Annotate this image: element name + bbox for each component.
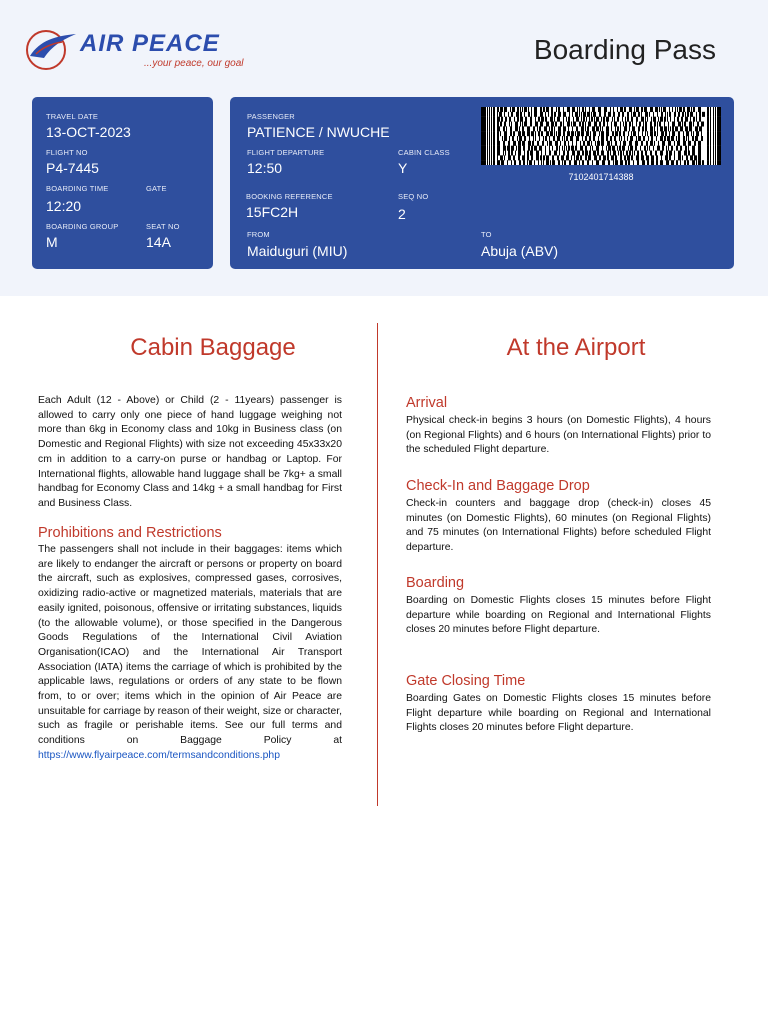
passenger-value: PATIENCE / NWUCHE (247, 124, 390, 140)
cabin-baggage-title: Cabin Baggage (130, 334, 296, 361)
boarding-time-label: BOARDING TIME (46, 184, 109, 193)
to-value: Abuja (ABV) (481, 243, 559, 259)
from-label: FROM (247, 230, 270, 239)
flight-departure-value: 12:50 (247, 160, 283, 176)
seq-no-value: 2 (398, 206, 406, 222)
boarding-time-value: 12:20 (46, 198, 82, 214)
gate-closing-text: Boarding Gates on Domestic Flights closes 15 minutes before Flight departure while boarding on Regional and International Flights closes 20 minutes before Flight departure. (406, 693, 711, 734)
logo-tagline: ...your peace, our goal (144, 58, 244, 69)
logo-wordmark: AIR PEACE (80, 30, 220, 57)
gate-closing-title: Gate Closing Time (406, 673, 526, 689)
cabin-baggage-intro: Each Adult (12 - Above) or Child (2 - 11years) passenger is allowed to carry only one piece of hand luggage weighing not more than 6kg in Economy class and 10kg in Business class (on Domestic and Regional Flights) with size not exceeding 45x33x20 cm in addition to a carry-on purse or handbag or Laptop. For International flights, allowable hand luggage shall be 7kg+ a small handbag for Economy Class and 14kg + a small handbag for First and Business Class. (38, 395, 342, 509)
to-label: TO (481, 230, 492, 239)
prohibitions-text: The passengers shall not include in their baggages: items which are likely to endanger the aircraft or persons or property on board the aircraft, such as explosives, compressed gases, corrosives, oxidizing radio-active or magnetized materials, materials that are easily ignited, poisonous, offensive or irritating substances, liquids (to the allowable volume), or those specified in the Dangerous Goods Regulations of the International Civil Aviation Organisation(ICAO) and the International Air Transport Association (IATA) items the carriage of which is prohibited by the applicable laws, regulations or orders of any state to be flown from, to or over; items which in the opinion of Air Peace are unsuitable for carriage by reason of their weight, size or character, such as fragile or perishable items. See our full terms and conditions on Baggage Policy at https://www.flyairpeace.com/termsandconditions.php (38, 544, 342, 761)
boarding-group-value: M (46, 234, 58, 250)
from-value: Maiduguri (MIU) (247, 243, 348, 259)
cabin-class-value: Y (398, 160, 408, 176)
terms-link[interactable]: https://www.flyairpeace.com/termsandconditions.php (38, 749, 280, 761)
boarding-text: Boarding on Domestic Flights closes 15 minutes before Flight departure while boarding on Regional and International Flights closes 20 minutes before Flight departure. (406, 595, 711, 636)
arrival-text: Physical check-in begins 3 hours (on Domestic Flights), 4 hours (on Regional Flights) and 6 hours (on International Flights) prior to the scheduled Flight departure. (406, 415, 711, 456)
prohibitions-title: Prohibitions and Restrictions (38, 525, 222, 541)
seq-no-label: SEQ NO (398, 192, 429, 201)
passenger-label: PASSENGER (247, 112, 295, 121)
boarding-title: Boarding (406, 575, 465, 591)
booking-reference-value: 15FC2H (246, 204, 299, 220)
flight-no-label: FLIGHT NO (46, 148, 88, 157)
passenger-info-card (230, 97, 734, 269)
booking-reference-label: BOOKING REFERENCE (246, 192, 333, 201)
seat-no-label: SEAT NO (146, 222, 180, 231)
page-title: Boarding Pass (533, 34, 716, 65)
check-in-text: Check-in counters and baggage drop (check-in) closes 45 minutes (on Domestic Flights), 60 minutes (on Regional Flights) and 75 minutes (on International Flights) before scheduled Flight departure. (406, 498, 711, 554)
gate-label: GATE (146, 184, 167, 193)
flight-info-card (32, 97, 213, 269)
arrival-title: Arrival (406, 395, 448, 411)
at-the-airport-title: At the Airport (506, 334, 646, 361)
barcode-number: 7102401714388 (568, 172, 634, 182)
column-divider (377, 323, 378, 806)
seat-no-value: 14A (146, 234, 171, 250)
bird-icon (22, 26, 78, 74)
cabin-class-label: CABIN CLASS (398, 148, 450, 157)
check-in-title: Check-In and Baggage Drop (406, 478, 590, 494)
travel-date-value: 13-OCT-2023 (46, 124, 131, 140)
pdf417-barcode (481, 107, 721, 165)
flight-no-value: P4-7445 (46, 160, 99, 176)
air-peace-logo (22, 26, 262, 74)
flight-departure-label: FLIGHT DEPARTURE (247, 148, 325, 157)
travel-date-label: TRAVEL DATE (46, 112, 99, 121)
boarding-group-label: BOARDING GROUP (46, 222, 119, 231)
